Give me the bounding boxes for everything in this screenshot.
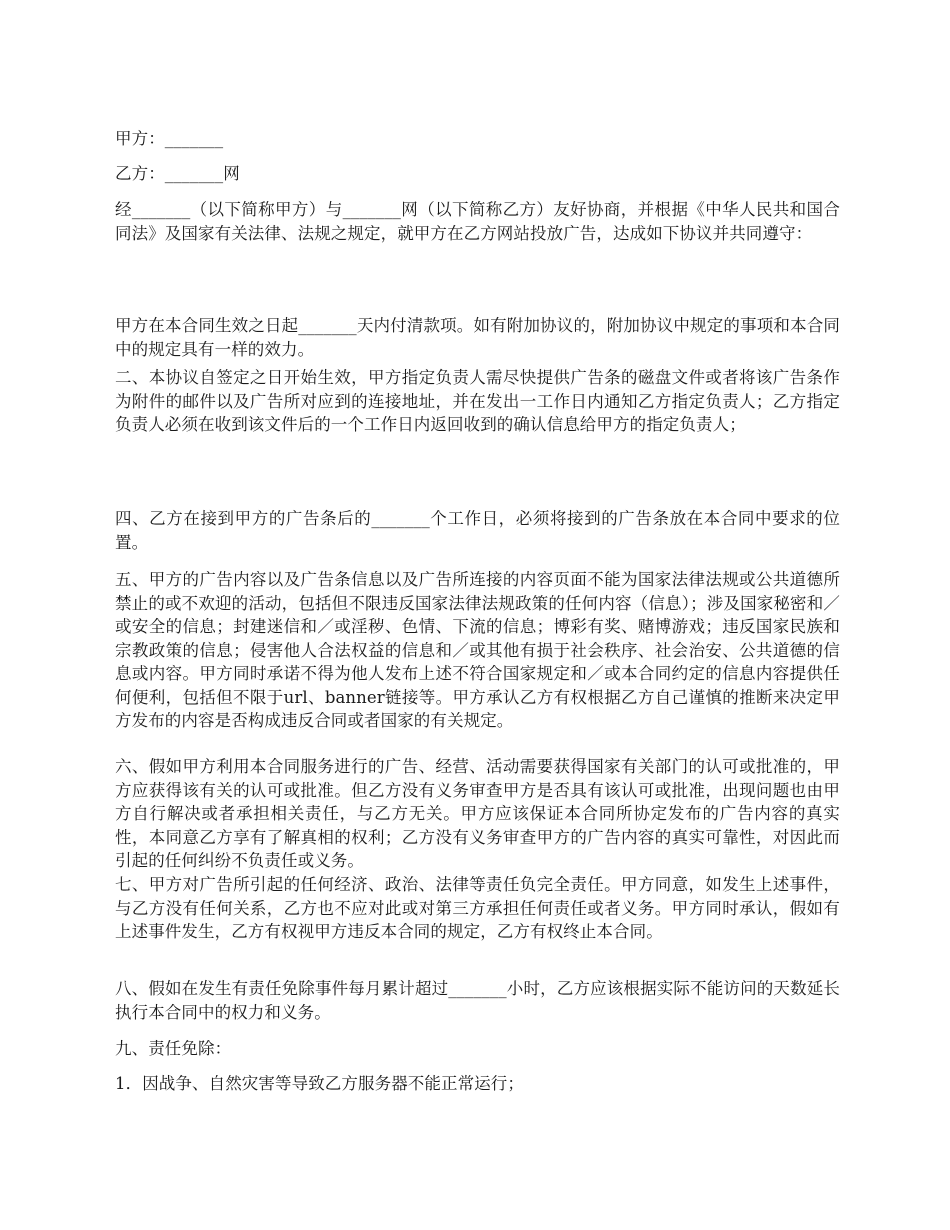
payment-clause: 甲方在本合同生效之日起_______天内付清款项。如有附加协议的，附加协议中规定的事项和本合同中的规定具有一样的效力。: [115, 316, 840, 359]
clause-7: 七、甲方对广告所引起的任何经济、政治、法律等责任负完全责任。甲方同意，如发生上述事件，与乙方没有任何关系，乙方也不应对此或对第三方承担任何责任或者义务。甲方同时承认，假如有上述事件发生，乙方有权视甲方违反本合同的规定，乙方有权终止本合同。: [115, 875, 840, 941]
clause-2: 二、本协议自签定之日开始生效，甲方指定负责人需尽快提供广告条的磁盘文件或者将该广告条作为附件的邮件以及广告所对应到的连接地址，并在发出一工作日内通知乙方指定负责人；乙方指定负责人必须在收到该文件后的一个工作日内返回收到的确认信息给甲方的指定负责人；: [115, 368, 840, 434]
party-b-line: 乙方：_______网: [115, 164, 240, 183]
clause-4: 四、乙方在接到甲方的广告条后的_______个工作日，必须将接到的广告条放在本合同中要求的位置。: [115, 509, 840, 552]
clause-9-item-1: 1．因战争、自然灾害等导致乙方服务器不能正常运行；: [115, 1074, 524, 1093]
intro-paragraph: 经_______（以下简称甲方）与_______网（以下简称乙方）友好协商，并根据《中华人民共和国合同法》及国家有关法律、法规之规定，就甲方在乙方网站投放广告，达成如下协议并共同遵守：: [115, 200, 840, 243]
clause-5: 五、甲方的广告内容以及广告条信息以及广告所连接的内容页面不能为国家法律法规或公共道德所禁止的或不欢迎的活动，包括但不限违反国家法律法规政策的任何内容（信息）；涉及国家秘密和／或安全的信息；封建迷信和／或淫秽、色情、下流的信息；博彩有奖、赌博游戏；违反国家民族和宗教政策的信息；侵害他人合法权益的信息和／或其他有损于社会秩序、社会治安、公共道德的信息或内容。甲方同时承诺不得为他人发布上述不符合国家规定和／或本合同约定的信息内容提供任何便利，包括但不限于url、banner链接等。甲方承认乙方有权根据乙方自己谨慎的推断来决定甲方发布的内容是否构成违反合同或者国家的有关规定。: [115, 570, 840, 730]
clause-6: 六、假如甲方利用本合同服务进行的广告、经营、活动需要获得国家有关部门的认可或批准的，甲方应获得该有关的认可或批准。但乙方没有义务审查甲方是否具有该认可或批准，出现问题也由甲方自行解决或者承担相关责任，与乙方无关。甲方应该保证本合同所协定发布的广告内容的真实性，本同意乙方享有了解真相的权利；乙方没有义务审查甲方的广告内容的真实可靠性，对因此而引起的任何纠纷不负责任或义务。: [115, 757, 840, 870]
party-a-line: 甲方：_______: [115, 129, 224, 148]
clause-9-title: 九、责任免除：: [115, 1039, 232, 1058]
clause-8: 八、假如在发生有责任免除事件每月累计超过_______小时，乙方应该根据实际不能访问的天数延长执行本合同中的权力和义务。: [115, 979, 840, 1022]
